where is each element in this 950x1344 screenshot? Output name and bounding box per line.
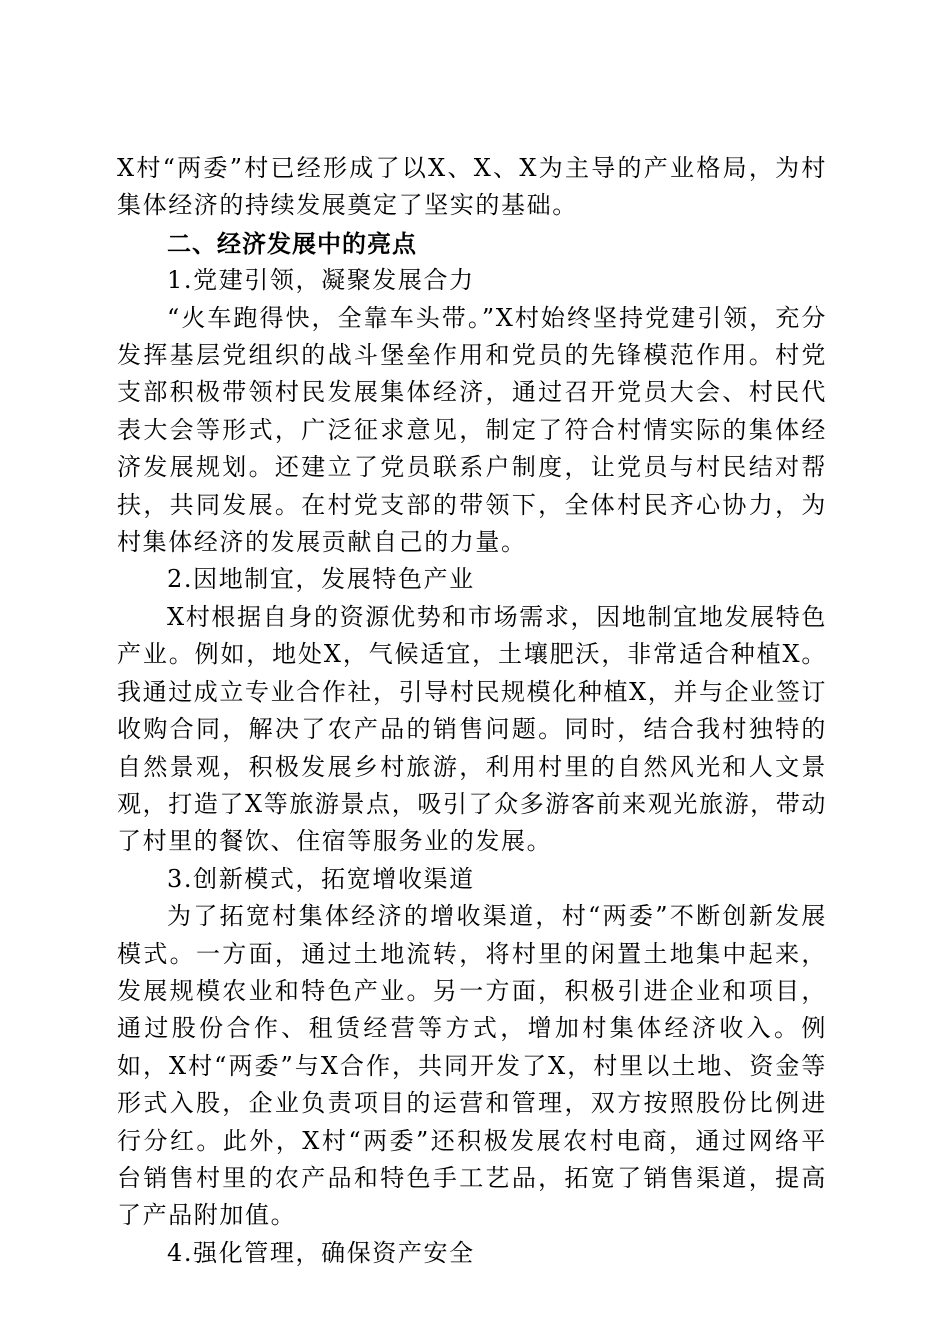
subsection-heading: 2.因地制宜，发展特色产业 [167,565,475,594]
subsection-heading: 4.强化管理，确保资产安全 [167,1238,475,1267]
body-paragraph: “火车跑得快，全靠车头带。”X村始终坚持党建引领，充分发挥基层党组织的战斗堡垒作用和党员的先锋模范作用。村党支部积极带领村民发展集体经济，通过召开党员大会、村民代表大会等形式，广泛征求意见，制定了符合村情实际的集体经济发展规划。还建立了党员联系户制度，让党员与村民结对帮扶，共同发展。在村党支部的带领下，全体村民齐心协力，为村集体经济的发展贡献自己的力量。 [117,303,827,557]
body-paragraph: 为了拓宽村集体经济的增收渠道，村“两委”不断创新发展模式。一方面，通过土地流转，将村里的闲置土地集中起来，发展规模农业和特色产业。另一方面，积极引进企业和项目，通过股份合作、租赁经营等方式，增加村集体经济收入。例如，X村“两委”与X合作，共同开发了X，村里以土地、资金等形式入股，企业负责项目的运营和管理，双方按照股份比例进行分红。此外，X村“两委”还积极发展农村电商，通过网络平台销售村里的农产品和特色手工艺品，拓宽了销售渠道，提高了产品附加值。 [117,902,827,1230]
subsection-heading: 1.党建引领，凝聚发展合力 [167,266,475,295]
section-heading: 二、经济发展中的亮点 [167,228,417,258]
body-paragraph: X村根据自身的资源优势和市场需求，因地制宜地发展特色产业。例如，地处X，气候适宜，土壤肥沃，非常适合种植X。我通过成立专业合作社，引导村民规模化种植X，并与企业签订收购合同，解决了农产品的销售问题。同时，结合我村独特的自然景观，积极发展乡村旅游，利用村里的自然风光和人文景观，打造了X等旅游景点，吸引了众多游客前来观光旅游，带动了村里的餐饮、住宿等服务业的发展。 [117,602,827,856]
subsection-heading: 3.创新模式，拓宽增收渠道 [167,864,475,893]
document-body [117,150,827,1272]
body-paragraph: X村“两委”村已经形成了以X、X、X为主导的产业格局，为村集体经济的持续发展奠定了坚实的基础。 [117,154,827,220]
